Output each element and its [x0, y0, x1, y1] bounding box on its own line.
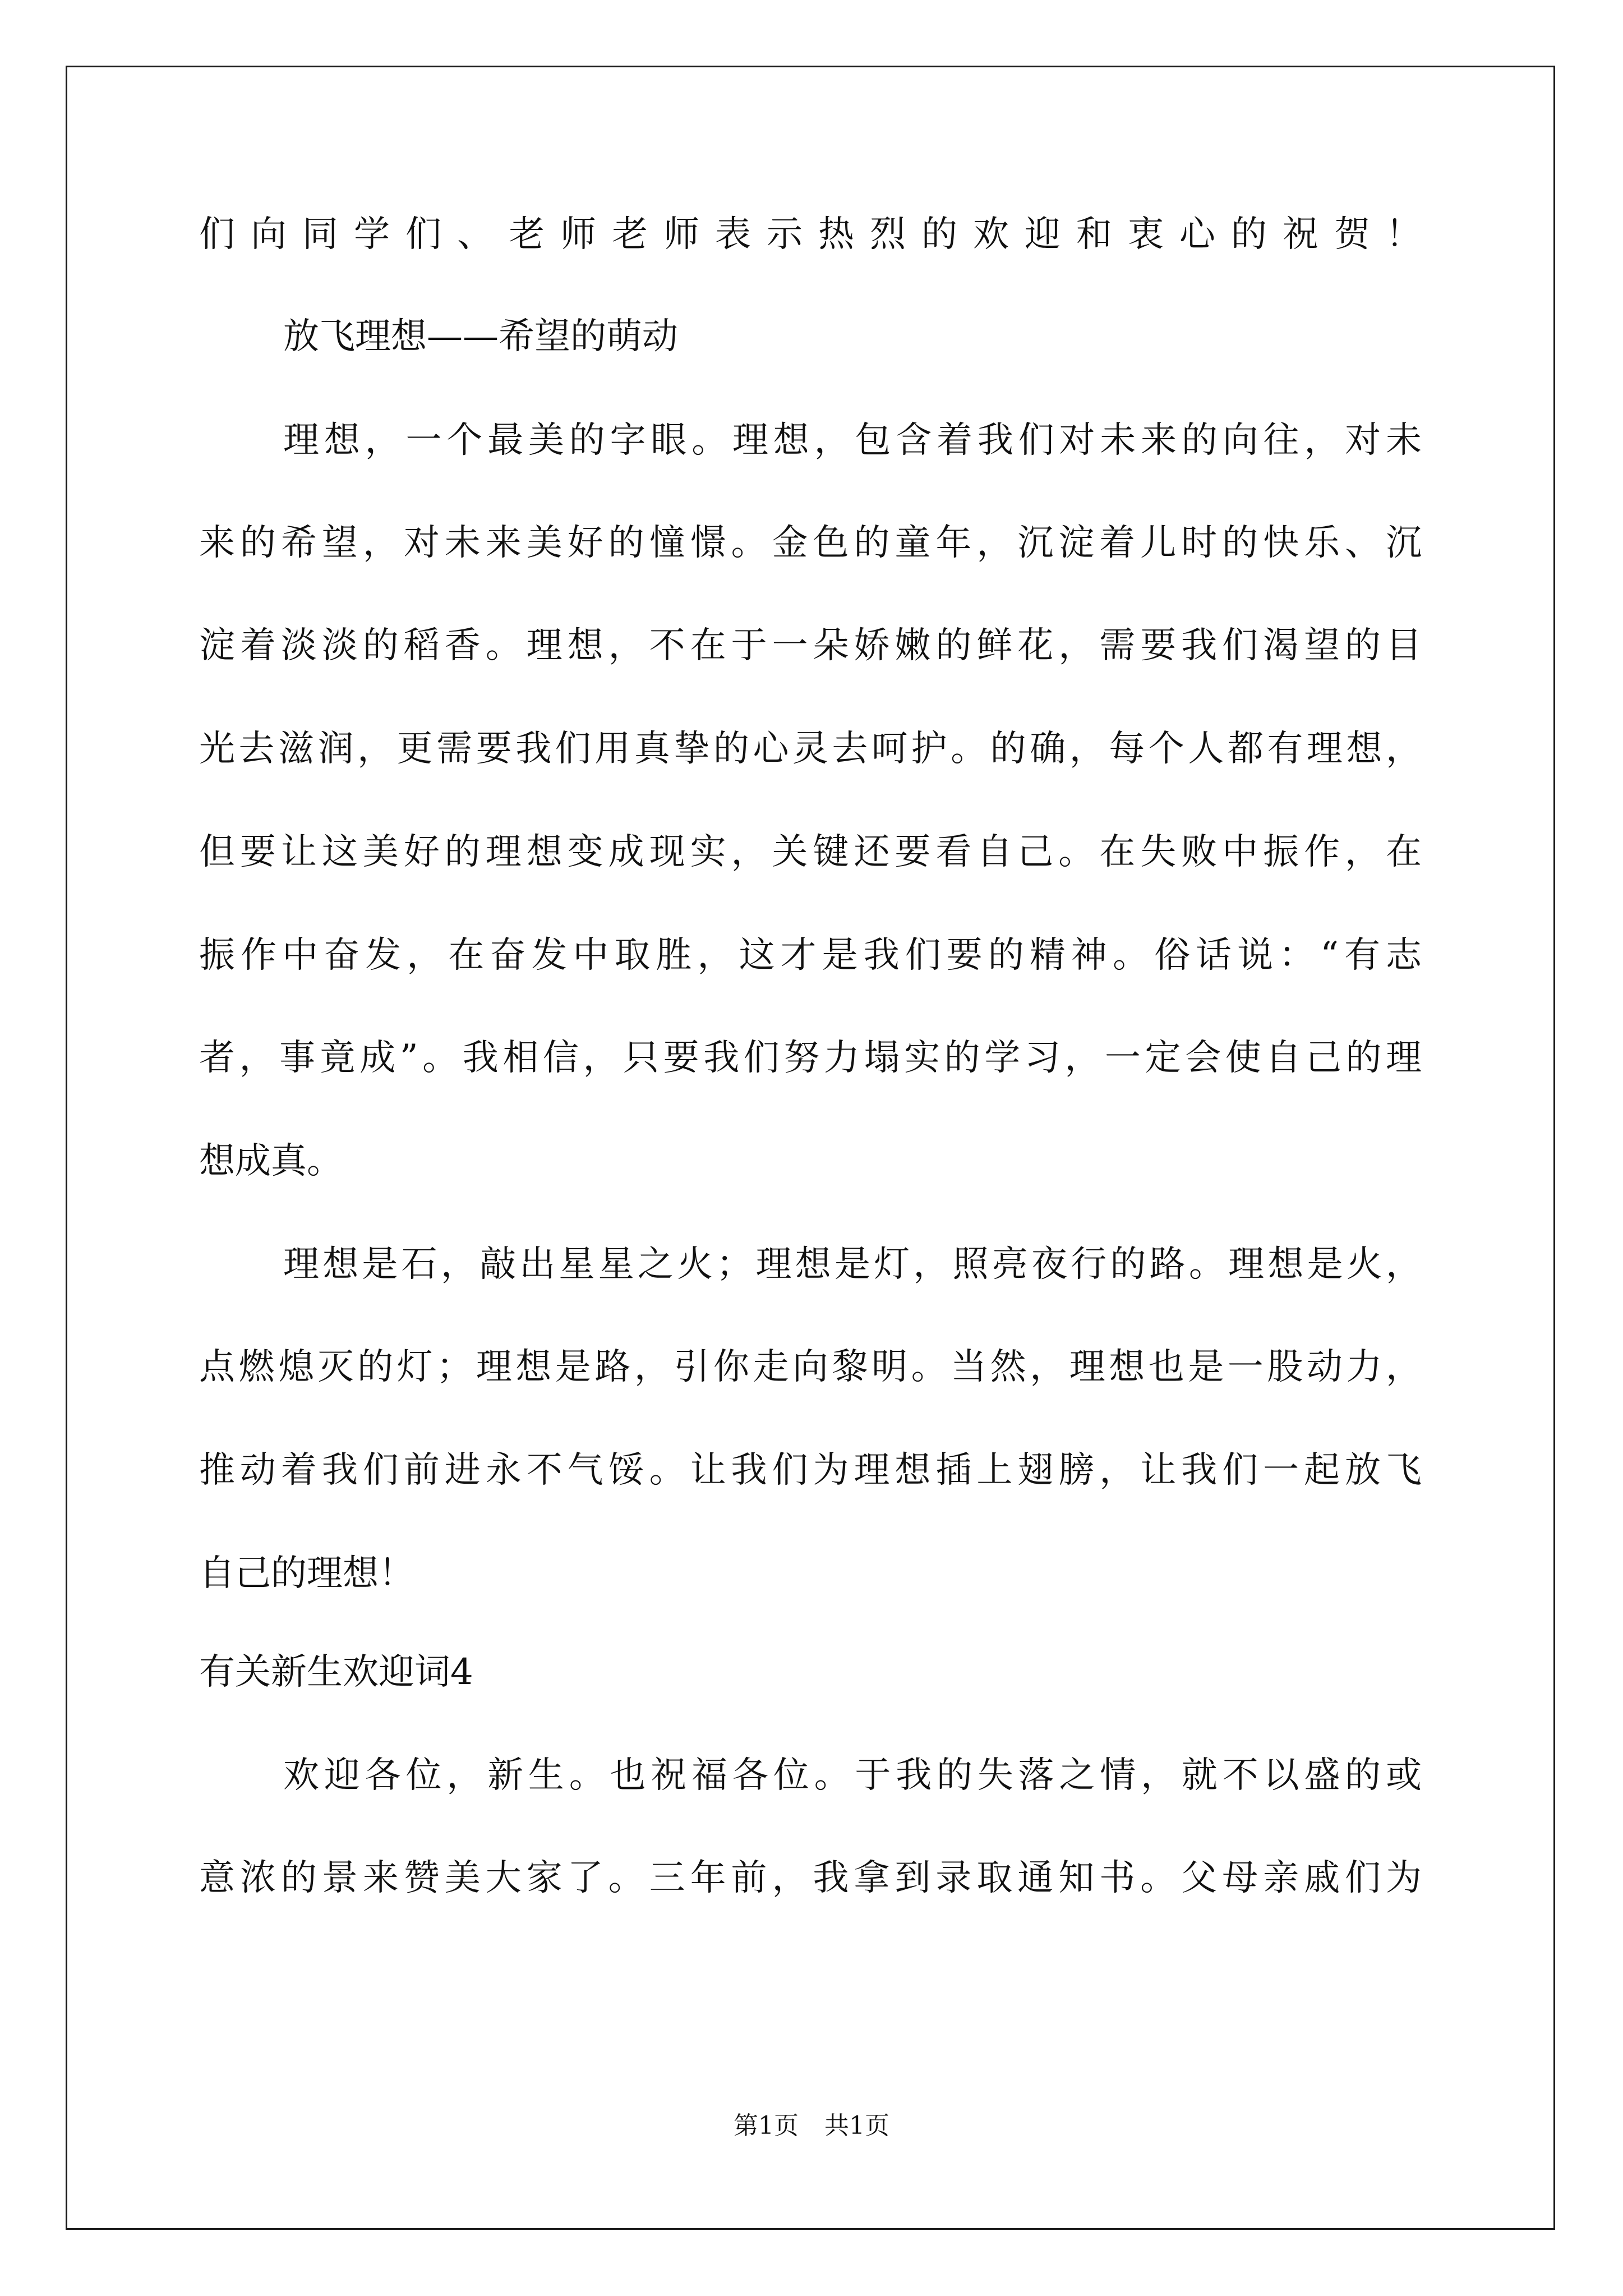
section-heading: 放飞理想——希望的萌动 [283, 316, 678, 357]
text-line: 推动着我们前进永不气馁。让我们为理想插上翅膀，让我们一起放飞 [199, 1450, 1422, 1491]
text-line: 们向同学们、老师老师表示热烈的欢迎和衷心的祝贺！ [199, 214, 1422, 255]
text-line: 者，事竟成”。我相信，只要我们努力塌实的学习，一定会使自己的理 [199, 1037, 1422, 1079]
text-line: 欢迎各位，新生。也祝福各位。于我的失落之情，就不以盛的或 [283, 1755, 1422, 1796]
text-line: 光去滋润，更需要我们用真挚的心灵去呵护。的确，每个人都有理想， [199, 728, 1422, 770]
text-line: 理想，一个最美的字眼。理想，包含着我们对未来的向往，对未 [283, 420, 1422, 461]
text-line: 意浓的景来赞美大家了。三年前，我拿到录取通知书。父母亲戚们为 [199, 1857, 1422, 1899]
text-line: 想成真。 [199, 1140, 343, 1182]
page-number: 第1页 [734, 2111, 799, 2140]
text-line: 理想是石，敲出星星之火；理想是灯，照亮夜行的路。理想是火， [283, 1244, 1422, 1285]
page-footer [0, 2110, 1623, 2142]
section-title: 有关新生欢迎词4 [199, 1651, 473, 1693]
text-line: 振作中奋发，在奋发中取胜，这才是我们要的精神。俗话说：“有志 [199, 935, 1422, 976]
page-total: 共1页 [824, 2111, 889, 2140]
text-line: 来的希望，对未来美好的憧憬。金色的童年，沉淀着儿时的快乐、沉 [199, 522, 1422, 564]
text-line: 但要让这美好的理想变成现实，关键还要看自己。在失败中振作，在 [199, 831, 1422, 873]
text-line: 自己的理想！ [199, 1553, 414, 1594]
text-line: 淀着淡淡的稻香。理想，不在于一朵娇嫩的鲜花，需要我们渴望的目 [199, 625, 1422, 666]
text-line: 点燃熄灭的灯；理想是路，引你走向黎明。当然，理想也是一股动力， [199, 1346, 1422, 1388]
